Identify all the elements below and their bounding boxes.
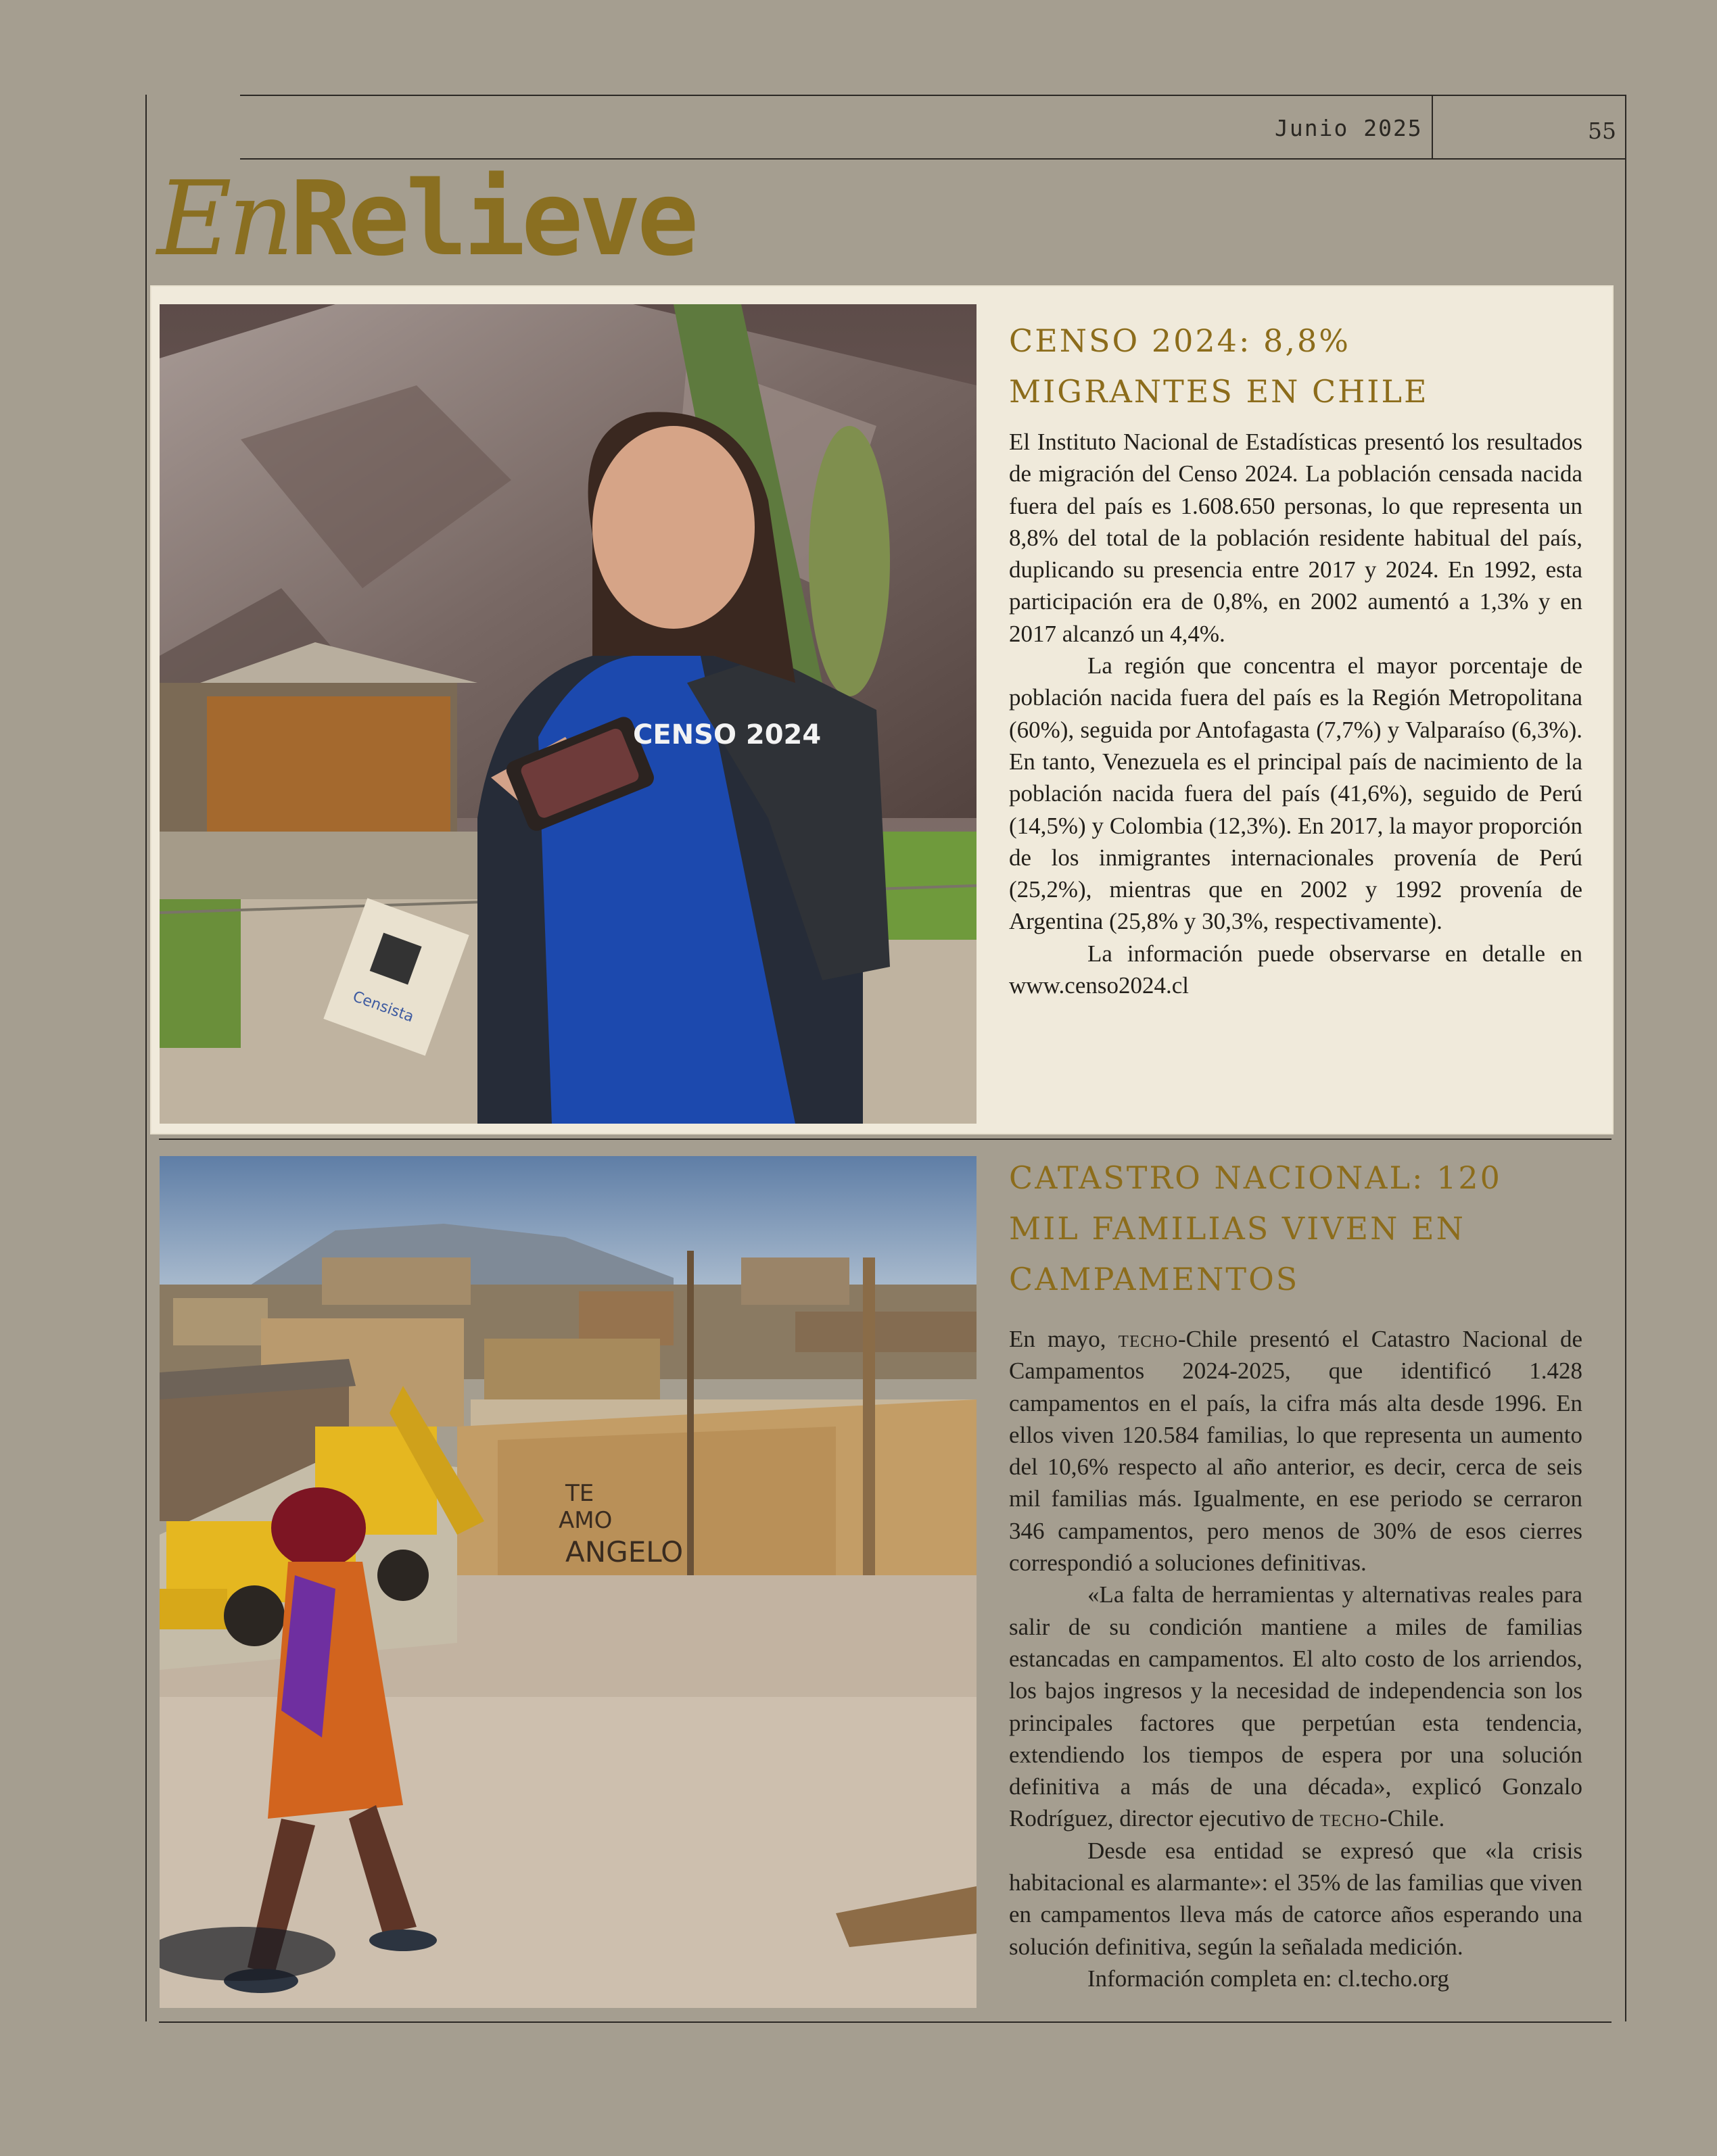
svg-text:ANGELO: ANGELO bbox=[565, 1535, 684, 1568]
techo-brand: techo bbox=[1118, 1326, 1178, 1352]
left-frame-rule bbox=[145, 95, 147, 2021]
techo-brand: techo bbox=[1319, 1805, 1380, 1832]
campamento-photo bbox=[160, 1156, 977, 2008]
section-masthead bbox=[157, 159, 695, 279]
svg-text:CENSO 2024: CENSO 2024 bbox=[633, 719, 822, 750]
paragraph: En mayo, techo-Chile presentó el Catastro Nacional de Campamentos 2024-2025, que identificó 1.428 campamentos en el país, la cifra más alta desde 1996. En ellos viven 120.584 familias, lo que representa un aumento del 10,6% respecto al año anterior, es decir, cerca de seis mil familias más. Igualmente, en ese periodo se cerraron 346 campamentos, pero menos de 30% de esos cierres correspondió a soluciones definitivas. bbox=[1009, 1326, 1583, 1577]
paragraph: «La falta de herramientas y alternativas reales para salir de su condición mantiene a miles de familias estancadas en campamentos. El alto costo de los arriendos, los bajos ingresos y la necesidad de independencia son los principales factores que perpetúan esta tendencia, extendiendo los tiempos de espera por una solución definitiva a más de una década», explicó Gonzalo Rodríguez, director ejecutivo de techo-Chile. bbox=[1009, 1581, 1582, 1832]
svg-text:TE: TE bbox=[565, 1480, 594, 1507]
paragraph: El Instituto Nacional de Estadísticas presentó los resultados de migración del Censo 2024. La población censada nacida fuera del país es 1.608.650 personas, lo que representa un 8,8% del total de la población residente habitual del país, duplicando su presencia entre 2017 y 2024. En 1992, esta participación era de 0,8%, en 2002 aumentó a 1,3% y en 2017 alcanzó un 4,4%. bbox=[1009, 429, 1582, 647]
paragraph: La región que concentra el mayor porcentaje de población nacida fuera del país es la Región Metropolitana (60%), seguida por Antofagasta (7,7%) y Valparaíso (6,3%). En tanto, Venezuela es el principal país de nacimiento de la población nacida fuera del país (41,6%), seguido de Perú (14,5%) y Colombia (12,3%). En 2017, la mayor proporción de los inmigrantes internacionales provenía de Perú (25,2%), mientras que en 2002 y 1992 provenía de Argentina (25,8% y 30,3%, respectivamente). bbox=[1009, 652, 1582, 935]
paragraph: Desde esa entidad se expresó que «la crisis habitacional es alarmante»: el 35% de las familias que viven en campamentos lleva más de catorce años esperando una solución definitiva, según la señalada medición. bbox=[1009, 1837, 1582, 1960]
article-censo-body bbox=[1009, 426, 1582, 1001]
bottom-rule bbox=[159, 2021, 1612, 2023]
article-catastro-body bbox=[1009, 1323, 1582, 1994]
right-frame-rule bbox=[1625, 95, 1626, 2021]
paragraph: La información puede observarse en detalle en www.censo2024.cl bbox=[1009, 940, 1582, 999]
masthead-bold: Relieve bbox=[289, 159, 695, 279]
issue-date: Junio 2025 bbox=[1275, 115, 1423, 141]
masthead-italic: En bbox=[157, 159, 290, 279]
svg-text:AMO: AMO bbox=[559, 1507, 613, 1534]
paragraph: Información completa en: cl.techo.org bbox=[1087, 1965, 1449, 1992]
page-number: 55 bbox=[1588, 118, 1616, 144]
section-divider-rule bbox=[159, 1139, 1612, 1140]
header-divider bbox=[1432, 95, 1433, 160]
article-censo-headline: CENSO 2024: 8,8% MIGRANTES EN CHILE bbox=[1009, 322, 1429, 410]
census-worker-photo bbox=[160, 304, 977, 1124]
article-catastro-headline: CATASTRO NACIONAL: 120 MIL FAMILIAS VIVEN EN CAMPAMENTOS bbox=[1009, 1159, 1502, 1297]
svg-text:Censista: Censista bbox=[350, 988, 417, 1026]
header-top-rule bbox=[240, 95, 1625, 96]
